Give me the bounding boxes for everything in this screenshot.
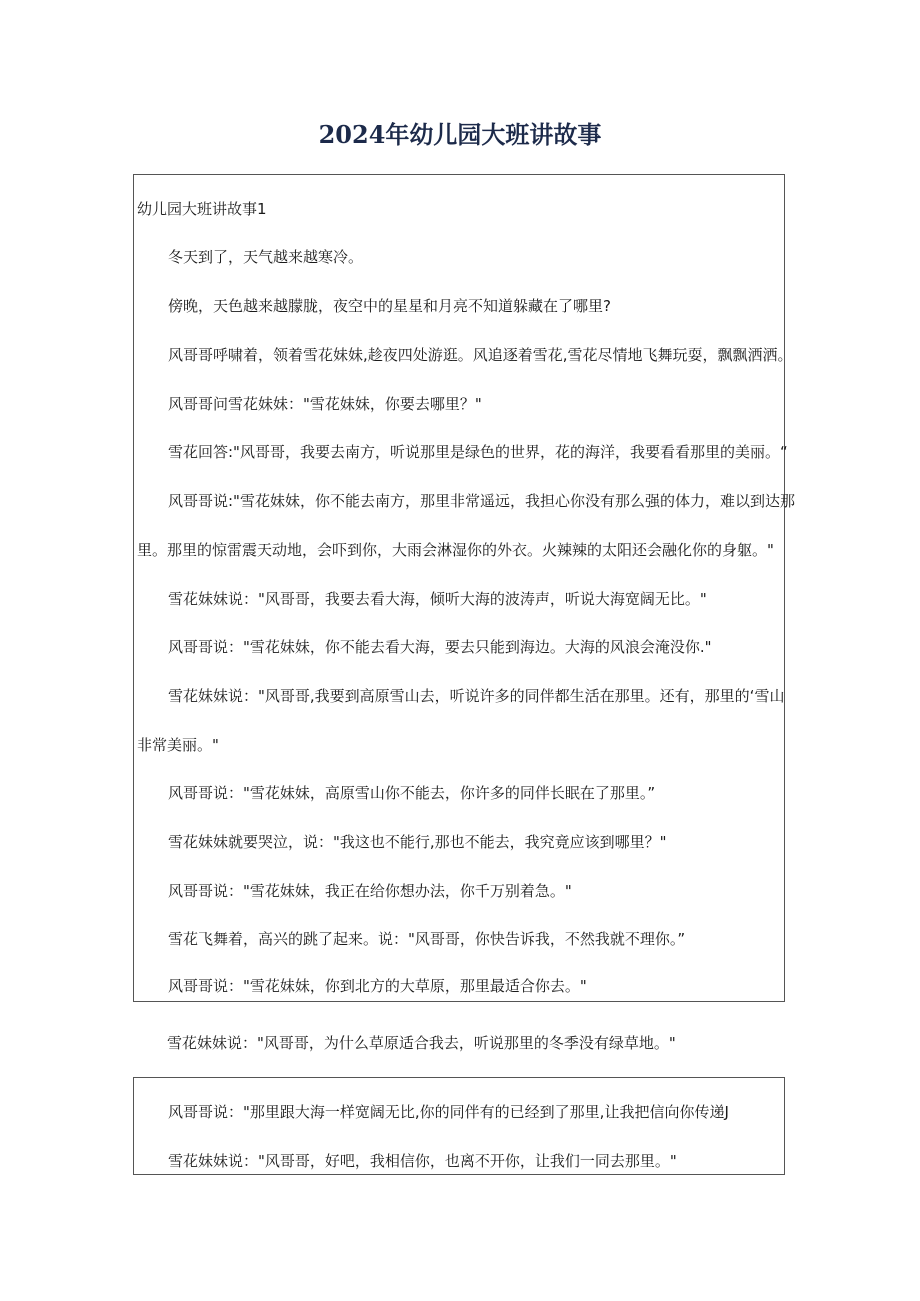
story-paragraph: 风哥哥说："雪花妹妹，你到北方的大草原，那里最适合你去。" bbox=[168, 977, 587, 995]
story-paragraph: 风哥哥呼啸着，领着雪花妹妹,趁夜四处游逛。风追逐着雪花,雪花尽情地飞舞玩耍，飘飘洒洒。 bbox=[168, 346, 793, 364]
story-paragraph: 雪花妹妹说："风哥哥，我要去看大海，倾听大海的波涛声，听说大海宽阔无比。" bbox=[168, 590, 707, 608]
story-paragraph: 风哥哥说："那里跟大海一样宽阔无比,你的同伴有的已经到了那里,让我把信向你传递J bbox=[168, 1103, 729, 1121]
story-frame-2 bbox=[133, 1077, 785, 1175]
story-paragraph-continuation: 非常美丽。" bbox=[137, 736, 219, 754]
story-paragraph: 冬天到了，天气越来越寒冷。 bbox=[168, 248, 364, 266]
story-frame-1 bbox=[133, 174, 795, 1002]
story-paragraph: 雪花飞舞着，高兴的跳了起来。说："风哥哥，你快告诉我，不然我就不理你。” bbox=[168, 930, 686, 948]
story-paragraph: 雪花妹妹说："风哥哥，为什么草原适合我去，听说那里的冬季没有绿草地。" bbox=[167, 1034, 676, 1052]
story-paragraph: 风哥哥问雪花妹妹："雪花妹妹，你要去哪里？" bbox=[168, 395, 482, 413]
story-paragraph: 风哥哥说:"雪花妹妹，你不能去南方，那里非常遥远，我担心你没有那么强的体力，难以到达那 bbox=[168, 492, 795, 510]
story-paragraph: 风哥哥说："雪花妹妹，你不能去看大海，要去只能到海边。大海的风浪会淹没你." bbox=[168, 638, 712, 656]
story-paragraph: 风哥哥说："雪花妹妹，高原雪山你不能去，你许多的同伴长眠在了那里。” bbox=[168, 784, 656, 802]
story-paragraph-continuation: 里。那里的惊雷震天动地，会吓到你，大雨会淋湿你的外衣。火辣辣的太阳还会融化你的身躯。" bbox=[137, 541, 774, 559]
story-paragraph: 雪花妹妹就要哭泣，说："我这也不能行,那也不能去，我究竟应该到哪里？" bbox=[168, 833, 667, 851]
story-paragraph: 雪花回答:"风哥哥，我要去南方，听说那里是绿色的世界，花的海洋，我要看看那里的美丽。“ bbox=[168, 443, 788, 461]
document-title: 2024年幼儿园大班讲故事 bbox=[318, 120, 602, 149]
story-paragraph: 雪花妹妹说："风哥哥，好吧，我相信你，也离不开你，让我们一同去那里。" bbox=[168, 1152, 677, 1170]
story-paragraph: 傍晚，天色越来越朦胧，夜空中的星星和月亮不知道躲藏在了哪里? bbox=[168, 297, 611, 315]
story-paragraph: 风哥哥说："雪花妹妹，我正在给你想办法，你千万别着急。" bbox=[168, 882, 572, 900]
story-heading: 幼儿园大班讲故事1 bbox=[137, 200, 267, 218]
story-paragraph: 雪花妹妹说："风哥哥,我要到高原雪山去，听说许多的同伴都生活在那里。还有，那里的‘雪山 bbox=[168, 687, 785, 705]
